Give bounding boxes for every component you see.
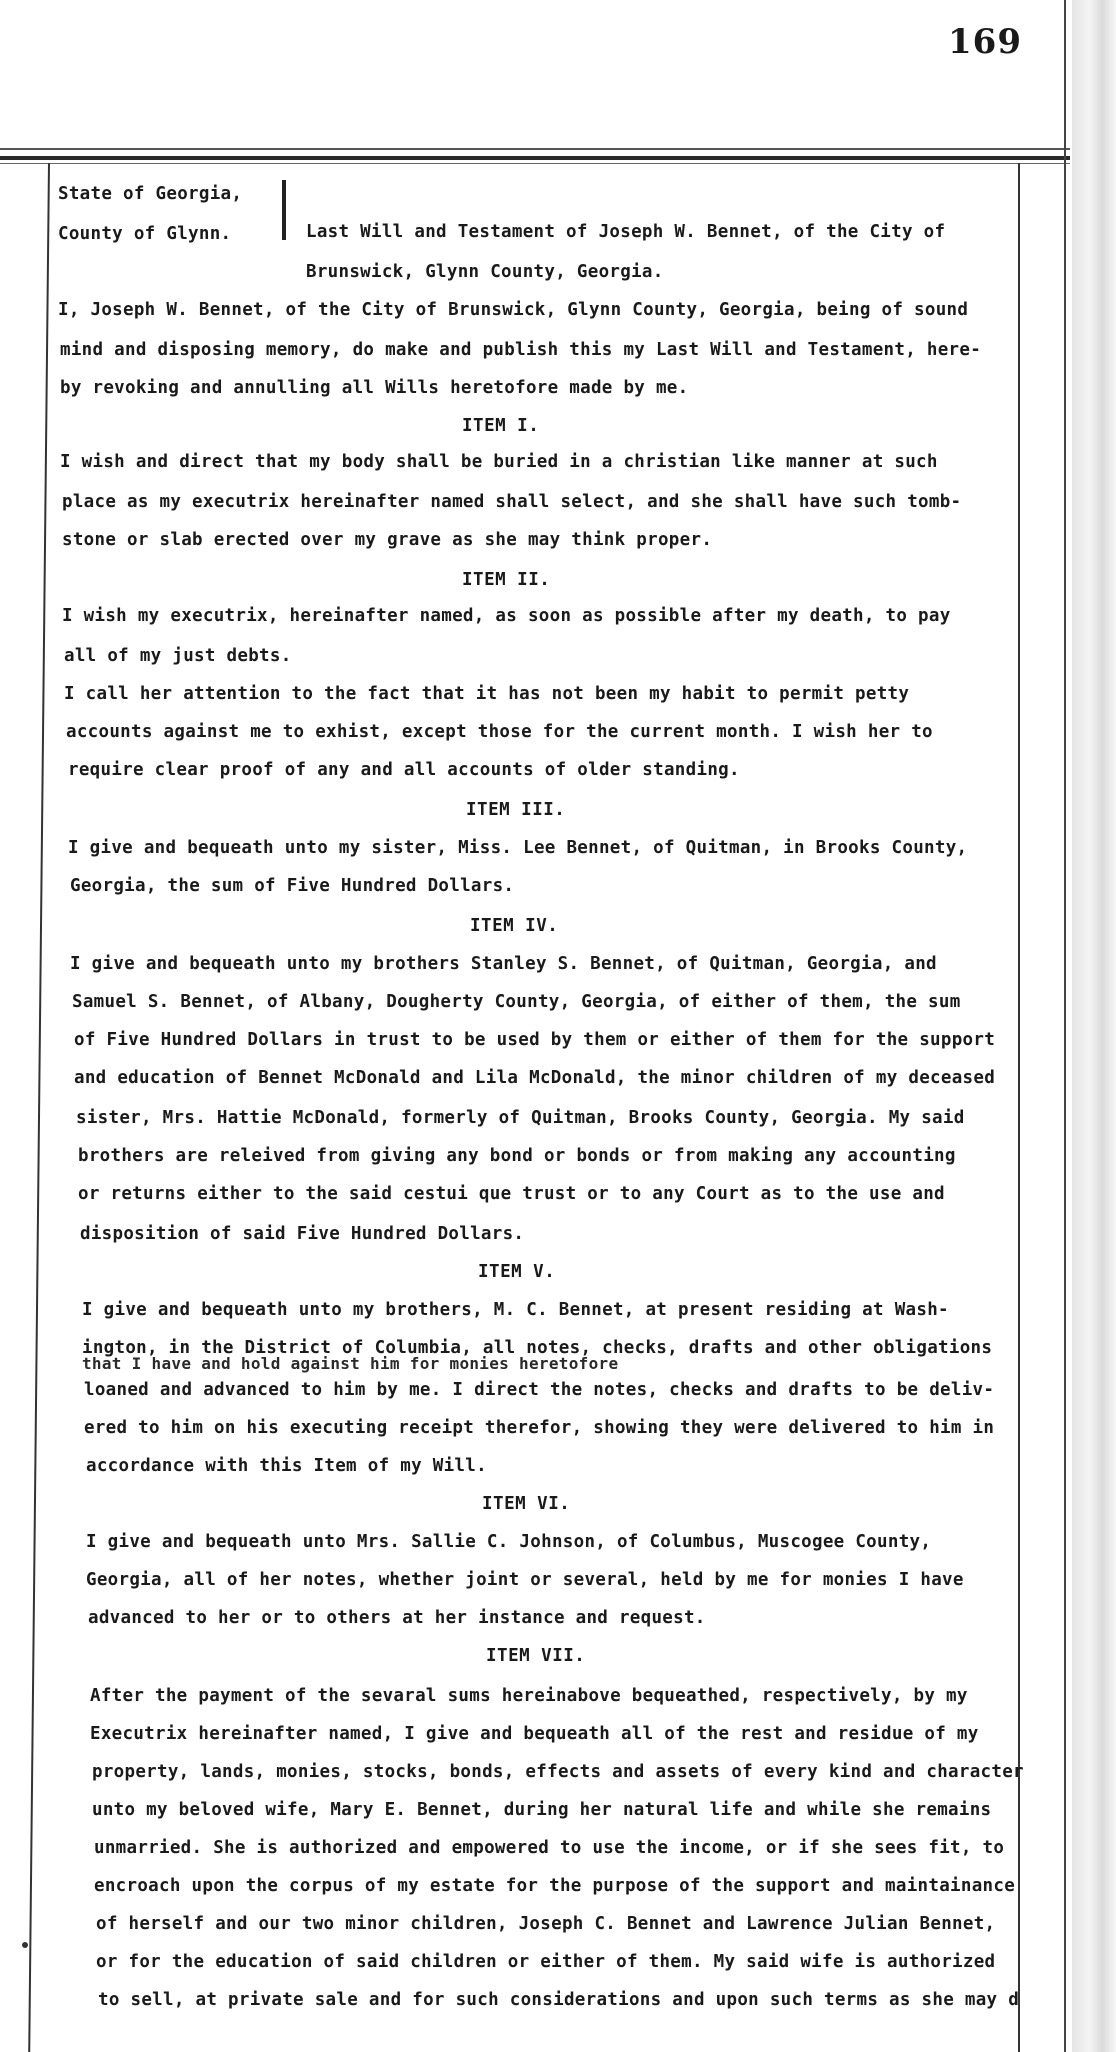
ink-speck	[22, 1942, 28, 1948]
item4-line: brothers are releived from giving any bond or bonds or from making any accounting	[78, 1146, 956, 1166]
item5-line: loaned and advanced to him by me. I direct the notes, checks and drafts to be deliv-	[84, 1380, 995, 1400]
state-caption: State of Georgia,	[58, 184, 243, 204]
item4-line: and education of Bennet McDonald and Lila McDonald, the minor children of my deceased	[74, 1068, 996, 1088]
intro-line: mind and disposing memory, do make and publish this my Last Will and Testament, here-	[60, 340, 982, 360]
header-rule-thin	[0, 163, 1070, 164]
page-edge-shadow	[1072, 0, 1116, 2052]
item-heading: ITEM IV.	[470, 916, 559, 936]
item7-line: encroach upon the corpus of my estate for the purpose of the support and maintainance	[94, 1876, 1016, 1896]
page-number: 169	[948, 22, 1022, 62]
item7-line: property, lands, monies, stocks, bonds, effects and assets of every kind and character	[92, 1762, 1024, 1782]
item-heading: ITEM VI.	[482, 1494, 571, 1514]
item-heading: ITEM V.	[478, 1262, 556, 1282]
item1-line: stone or slab erected over my grave as she may think proper.	[62, 530, 713, 550]
item7-line: unmarried. She is authorized and empowered to use the income, or if she sees fit, to	[94, 1838, 1005, 1858]
item-heading: ITEM II.	[462, 570, 551, 590]
item4-line: or returns either to the said cestui que trust or to any Court as to the use and	[78, 1184, 945, 1204]
will-title-line1: Last Will and Testament of Joseph W. Bennet, of the City of	[306, 222, 946, 242]
header-rule-thick	[0, 156, 1070, 160]
item2-line: I call her attention to the fact that it has not been my habit to permit petty	[64, 684, 910, 704]
item4-line: Samuel S. Bennet, of Albany, Dougherty County, Georgia, of either of them, the sum	[72, 992, 961, 1012]
item7-line: of herself and our two minor children, Joseph C. Bennet and Lawrence Julian Bennet,	[96, 1914, 996, 1934]
county-caption: County of Glynn.	[58, 224, 232, 244]
item7-line: After the payment of the sevaral sums hereinabove bequeathed, respectively, by my	[90, 1686, 968, 1706]
item6-line: advanced to her or to others at her instance and request.	[88, 1608, 706, 1628]
item4-line: sister, Mrs. Hattie McDonald, formerly of Quitman, Brooks County, Georgia. My said	[76, 1108, 965, 1128]
item3-line: I give and bequeath unto my sister, Miss. Lee Bennet, of Quitman, in Brooks County,	[68, 838, 968, 858]
item2-line: accounts against me to exhist, except those for the current month. I wish her to	[66, 722, 933, 742]
item6-line: I give and bequeath unto Mrs. Sallie C. Johnson, of Columbus, Muscogee County,	[86, 1532, 932, 1552]
item2-line: all of my just debts.	[64, 646, 292, 666]
item2-line: require clear proof of any and all accounts of older standing.	[68, 760, 740, 780]
item5-line: accordance with this Item of my Will.	[86, 1456, 487, 1476]
item-heading: ITEM I.	[462, 416, 540, 436]
item-heading: ITEM III.	[466, 800, 566, 820]
item1-line: place as my executrix hereinafter named shall select, and she shall have such tomb-	[62, 492, 962, 512]
item5-line: ington, in the District of Columbia, all notes, checks, drafts and other obligations	[82, 1338, 993, 1358]
item2-line: I wish my executrix, hereinafter named, as soon as possible after my death, to pay	[62, 606, 951, 626]
item4-line: I give and bequeath unto my brothers Stanley S. Bennet, of Quitman, Georgia, and	[70, 954, 937, 974]
item5-line: I give and bequeath unto my brothers, M. C. Bennet, at present residing at Wash-	[82, 1300, 949, 1320]
item6-line: Georgia, all of her notes, whether joint or several, held by me for monies I have	[86, 1570, 964, 1590]
item7-line: unto my beloved wife, Mary E. Bennet, during her natural life and while she remains	[92, 1800, 992, 1820]
header-rule	[0, 148, 1070, 150]
caption-bracket	[282, 180, 286, 240]
intro-line: I, Joseph W. Bennet, of the City of Brunswick, Glynn County, Georgia, being of sound	[58, 300, 969, 320]
item3-line: Georgia, the sum of Five Hundred Dollars.	[70, 876, 515, 896]
item7-line: or for the education of said children or either of them. My said wife is authorized	[96, 1952, 996, 1972]
will-title-line2: Brunswick, Glynn County, Georgia.	[306, 262, 664, 282]
item7-line: Executrix hereinafter named, I give and bequeath all of the rest and residue of my	[90, 1724, 979, 1744]
left-margin-rule	[28, 163, 50, 2052]
item4-line: of Five Hundred Dollars in trust to be used by them or either of them for the support	[74, 1030, 996, 1050]
item-heading: ITEM VII.	[486, 1646, 586, 1666]
item5-interlined-text: that I have and hold against him for monies heretofore	[82, 1354, 619, 1373]
item5-line: ered to him on his executing receipt therefor, showing they were delivered to him in	[84, 1418, 995, 1438]
item1-line: I wish and direct that my body shall be buried in a christian like manner at such	[60, 452, 938, 472]
item7-line: to sell, at private sale and for such considerations and upon such terms as she may d	[98, 1990, 1020, 2010]
page-edge-rule	[1064, 0, 1066, 2052]
item4-line: disposition of said Five Hundred Dollars.	[80, 1224, 525, 1244]
intro-line: by revoking and annulling all Wills heretofore made by me.	[60, 378, 689, 398]
